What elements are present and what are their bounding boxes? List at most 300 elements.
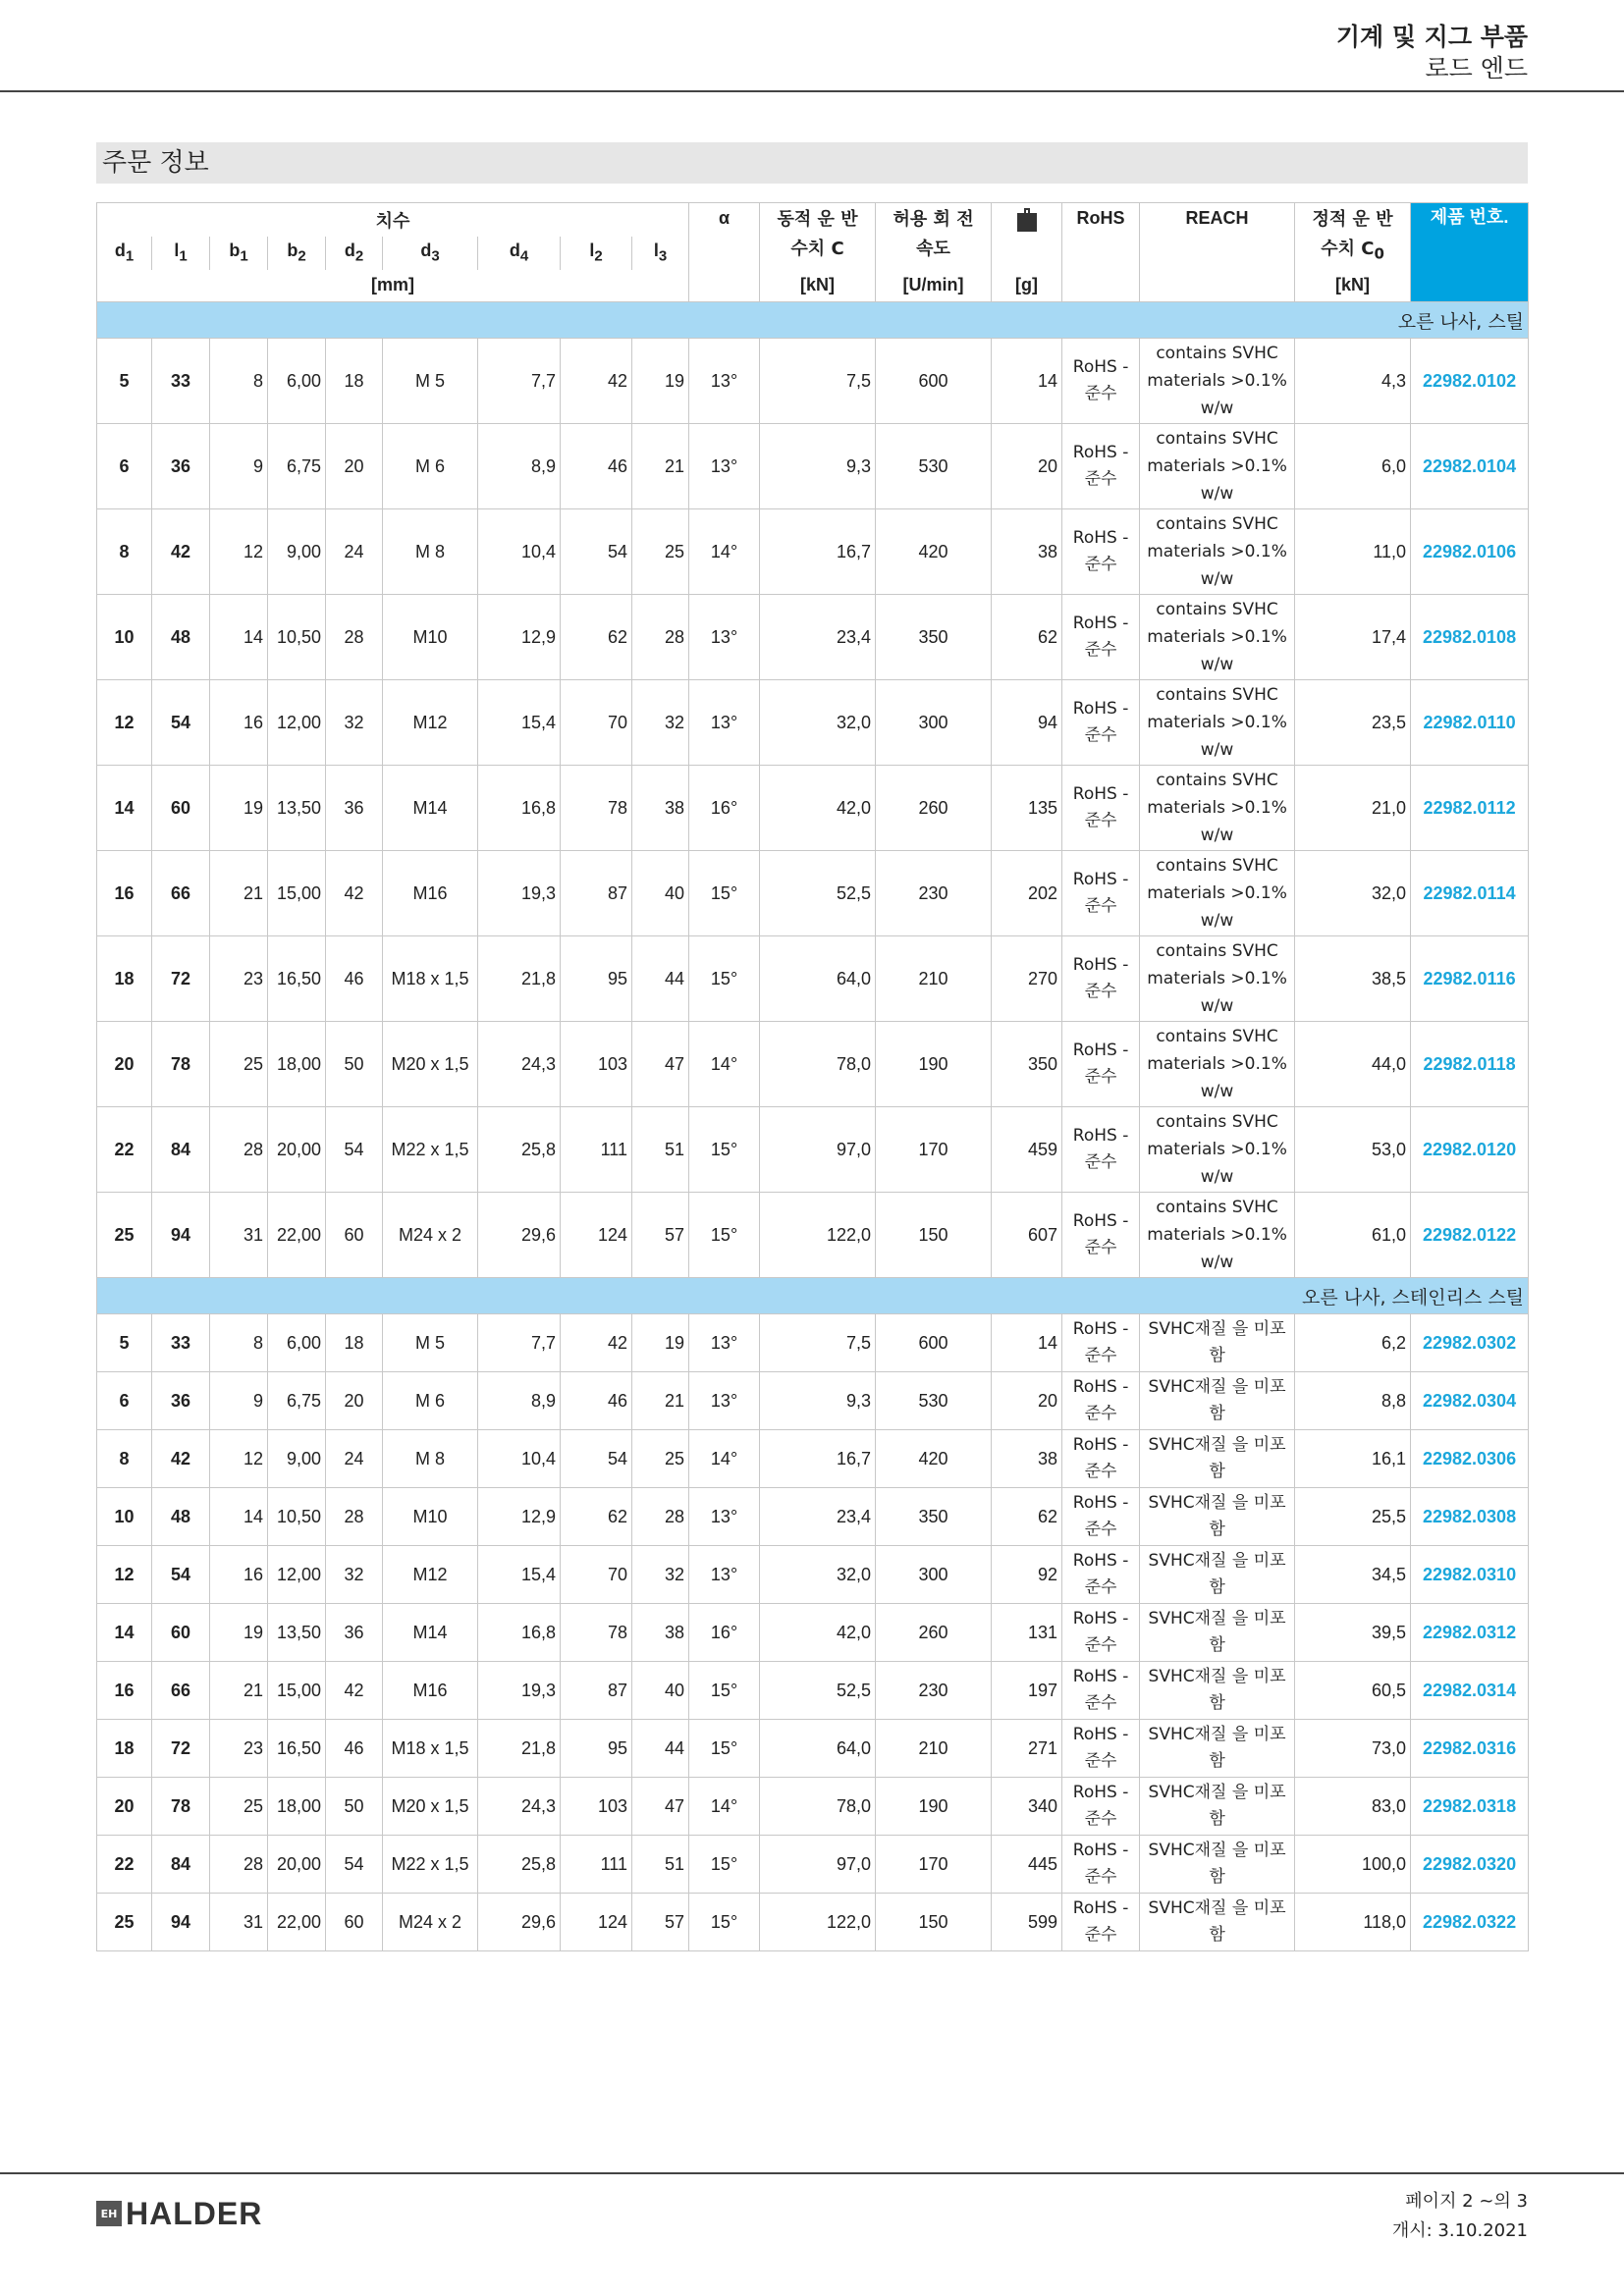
col-d1: 22 <box>97 1836 152 1894</box>
col-d4: 15,4 <box>478 680 561 766</box>
col-b1: 28 <box>210 1836 268 1894</box>
col-l1: 60 <box>152 766 210 851</box>
col-d4: 7,7 <box>478 339 561 424</box>
col-product-no[interactable]: 22982.0120 <box>1411 1107 1529 1193</box>
col-product-no[interactable]: 22982.0112 <box>1411 766 1529 851</box>
col-b1: 8 <box>210 339 268 424</box>
col-d3-label: d <box>420 240 432 261</box>
col-l1: 48 <box>152 1488 210 1546</box>
col-d3-sub: 3 <box>431 247 440 265</box>
logo-text: HALDER <box>126 2195 263 2231</box>
col-rohs: RoHS - 준수 <box>1062 1107 1140 1193</box>
col-d1: 22 <box>97 1107 152 1193</box>
col-b2: 13,50 <box>268 1604 326 1662</box>
col-reach: SVHC재질 을 미포함 <box>1140 1488 1295 1546</box>
col-d2-label: d <box>344 240 355 261</box>
col-b2: 12,00 <box>268 680 326 766</box>
col-rohs: RoHS - 준수 <box>1062 424 1140 509</box>
col-weight: 62 <box>992 595 1062 680</box>
col-d3: M12 <box>383 1546 478 1604</box>
col-product-no[interactable]: 22982.0302 <box>1411 1314 1529 1372</box>
col-b1: 9 <box>210 424 268 509</box>
col-b1: 21 <box>210 1662 268 1720</box>
col-l3: 40 <box>632 851 689 936</box>
col-alpha: 15° <box>689 1107 760 1193</box>
col-b1: 31 <box>210 1193 268 1278</box>
col-d2: 18 <box>326 339 383 424</box>
col-l1: 36 <box>152 424 210 509</box>
col-l1: 36 <box>152 1372 210 1430</box>
col-l2: 42 <box>561 339 632 424</box>
col-l3: 32 <box>632 1546 689 1604</box>
col-d1: 16 <box>97 1662 152 1720</box>
col-l1 <box>152 237 210 270</box>
col-speed: 210 <box>876 936 992 1022</box>
col-l2: 78 <box>561 766 632 851</box>
col-l3: 51 <box>632 1107 689 1193</box>
col-d3: M16 <box>383 1662 478 1720</box>
col-b2-label: b <box>287 240 298 261</box>
col-d4: 10,4 <box>478 509 561 595</box>
col-alpha: 13° <box>689 424 760 509</box>
col-d3: M16 <box>383 851 478 936</box>
col-b1: 14 <box>210 595 268 680</box>
col-l2: 103 <box>561 1778 632 1836</box>
col-rohs: RoHS - 준수 <box>1062 1836 1140 1894</box>
col-static-load: 17,4 <box>1295 595 1411 680</box>
col-product-no[interactable]: 22982.0102 <box>1411 339 1529 424</box>
col-reach: SVHC재질 을 미포함 <box>1140 1430 1295 1488</box>
col-alpha: 13° <box>689 680 760 766</box>
col-alpha: 13° <box>689 1314 760 1372</box>
col-alpha: 15° <box>689 1720 760 1778</box>
col-d2: 36 <box>326 766 383 851</box>
col-l2: 70 <box>561 1546 632 1604</box>
col-weight: 599 <box>992 1894 1062 1951</box>
col-d3: M14 <box>383 766 478 851</box>
col-product-no[interactable]: 22982.0114 <box>1411 851 1529 936</box>
col-alpha: 15° <box>689 1836 760 1894</box>
col-b2: 15,00 <box>268 851 326 936</box>
col-d1: 14 <box>97 1604 152 1662</box>
col-static-load: 6,2 <box>1295 1314 1411 1372</box>
col-static-load: 32,0 <box>1295 851 1411 936</box>
col-l2: 70 <box>561 680 632 766</box>
col-alpha: 14° <box>689 1022 760 1107</box>
col-d1: 14 <box>97 766 152 851</box>
col-d2: 42 <box>326 851 383 936</box>
col-l1-label: l <box>174 240 180 261</box>
col-rohs: RoHS - 준수 <box>1062 1778 1140 1836</box>
col-l1: 48 <box>152 595 210 680</box>
document-header <box>1336 22 1528 84</box>
col-dyn-load: 23,4 <box>760 595 876 680</box>
col-d1: 10 <box>97 1488 152 1546</box>
col-speed: 230 <box>876 851 992 936</box>
col-d3: M 5 <box>383 1314 478 1372</box>
col-l2: 124 <box>561 1193 632 1278</box>
col-product-no[interactable]: 22982.0304 <box>1411 1372 1529 1430</box>
col-l1: 84 <box>152 1107 210 1193</box>
col-product-no[interactable]: 22982.0306 <box>1411 1430 1529 1488</box>
col-dyn-load: 78,0 <box>760 1022 876 1107</box>
col-d4: 12,9 <box>478 1488 561 1546</box>
col-dyn-load: 97,0 <box>760 1107 876 1193</box>
col-static-load: 39,5 <box>1295 1604 1411 1662</box>
col-l2: 95 <box>561 1720 632 1778</box>
col-speed: 190 <box>876 1778 992 1836</box>
col-l2: 54 <box>561 509 632 595</box>
col-rohs: RoHS - 준수 <box>1062 1314 1140 1372</box>
col-d1-sub: 1 <box>125 247 135 265</box>
col-d1: 20 <box>97 1778 152 1836</box>
col-static-load: 6,0 <box>1295 424 1411 509</box>
col-l2: 62 <box>561 595 632 680</box>
table-row <box>97 1488 1529 1546</box>
col-l2-sub: 2 <box>594 247 603 265</box>
col-l3: 51 <box>632 1836 689 1894</box>
col-l3: 44 <box>632 936 689 1022</box>
col-b2: 20,00 <box>268 1836 326 1894</box>
col-b2: 22,00 <box>268 1894 326 1951</box>
col-l3: 19 <box>632 339 689 424</box>
col-d3: M20 x 1,5 <box>383 1778 478 1836</box>
col-d3: M10 <box>383 595 478 680</box>
page-number: 페이지 2 ~의 3 <box>1405 2191 1528 2212</box>
col-speed: 170 <box>876 1836 992 1894</box>
col-l2 <box>561 237 632 270</box>
col-l3: 47 <box>632 1778 689 1836</box>
col-b2: 6,75 <box>268 424 326 509</box>
col-weight: 20 <box>992 1372 1062 1430</box>
col-dyn-load: 16,7 <box>760 1430 876 1488</box>
col-reach: SVHC재질 을 미포함 <box>1140 1836 1295 1894</box>
col-speed: 530 <box>876 1372 992 1430</box>
col-d4: 29,6 <box>478 1193 561 1278</box>
col-product-no[interactable]: 22982.0108 <box>1411 595 1529 680</box>
col-product-no[interactable]: 22982.0106 <box>1411 509 1529 595</box>
table-row <box>97 1836 1529 1894</box>
logo-mark: EH <box>96 2201 122 2226</box>
col-l2: 54 <box>561 1430 632 1488</box>
col-l1: 84 <box>152 1836 210 1894</box>
table-row <box>97 1778 1529 1836</box>
col-b2: 6,75 <box>268 1372 326 1430</box>
col-d2: 28 <box>326 595 383 680</box>
col-static-load: 118,0 <box>1295 1894 1411 1951</box>
col-d2: 42 <box>326 1662 383 1720</box>
dyn-load-header: 동적 운 반 수치 C <box>760 203 876 270</box>
product-no-header: 제품 번호. <box>1411 203 1529 302</box>
table-row <box>97 1546 1529 1604</box>
col-weight: 197 <box>992 1662 1062 1720</box>
col-alpha: 16° <box>689 766 760 851</box>
col-reach: SVHC재질 을 미포함 <box>1140 1372 1295 1430</box>
col-rohs: RoHS - 준수 <box>1062 1720 1140 1778</box>
col-product-no[interactable]: 22982.0118 <box>1411 1022 1529 1107</box>
col-dyn-load: 23,4 <box>760 1488 876 1546</box>
col-alpha: 14° <box>689 1430 760 1488</box>
col-b2: 10,50 <box>268 1488 326 1546</box>
col-d3: M24 x 2 <box>383 1193 478 1278</box>
col-l2: 87 <box>561 1662 632 1720</box>
col-d1: 18 <box>97 936 152 1022</box>
col-b1: 9 <box>210 1372 268 1430</box>
col-l2: 42 <box>561 1314 632 1372</box>
col-l2: 46 <box>561 1372 632 1430</box>
col-l2: 103 <box>561 1022 632 1107</box>
col-d2: 32 <box>326 1546 383 1604</box>
col-d2: 32 <box>326 680 383 766</box>
col-static-load: 11,0 <box>1295 509 1411 595</box>
col-rohs: RoHS - 준수 <box>1062 509 1140 595</box>
table-row <box>97 1372 1529 1430</box>
col-d3: M18 x 1,5 <box>383 1720 478 1778</box>
col-alpha: 15° <box>689 1894 760 1951</box>
col-static-load: 44,0 <box>1295 1022 1411 1107</box>
table-row <box>97 339 1529 424</box>
col-d4: 19,3 <box>478 851 561 936</box>
col-l3: 25 <box>632 509 689 595</box>
col-product-no[interactable]: 22982.0314 <box>1411 1662 1529 1720</box>
col-l3: 44 <box>632 1720 689 1778</box>
col-d3: M 8 <box>383 509 478 595</box>
col-reach: contains SVHC materials >0.1% w/w <box>1140 1107 1295 1193</box>
table-row <box>97 1314 1529 1372</box>
col-b1: 28 <box>210 1107 268 1193</box>
col-d3: M18 x 1,5 <box>383 936 478 1022</box>
col-l1-sub: 1 <box>179 247 188 265</box>
col-weight: 92 <box>992 1546 1062 1604</box>
col-static-load: 73,0 <box>1295 1720 1411 1778</box>
col-reach: contains SVHC materials >0.1% w/w <box>1140 936 1295 1022</box>
col-product-no[interactable]: 22982.0104 <box>1411 424 1529 509</box>
col-reach: SVHC재질 을 미포함 <box>1140 1662 1295 1720</box>
col-speed: 260 <box>876 1604 992 1662</box>
col-speed: 420 <box>876 1430 992 1488</box>
col-d2: 28 <box>326 1488 383 1546</box>
col-product-no[interactable]: 22982.0122 <box>1411 1193 1529 1278</box>
col-d4: 8,9 <box>478 1372 561 1430</box>
col-dyn-load: 52,5 <box>760 1662 876 1720</box>
reach-header: REACH <box>1140 203 1295 302</box>
col-reach: contains SVHC materials >0.1% w/w <box>1140 851 1295 936</box>
col-d3: M20 x 1,5 <box>383 1022 478 1107</box>
col-l3-sub: 3 <box>658 247 668 265</box>
col-b2: 9,00 <box>268 509 326 595</box>
col-product-no[interactable]: 22982.0308 <box>1411 1488 1529 1546</box>
col-dyn-load: 52,5 <box>760 851 876 936</box>
col-d4: 12,9 <box>478 595 561 680</box>
col-reach: SVHC재질 을 미포함 <box>1140 1778 1295 1836</box>
col-weight: 340 <box>992 1778 1062 1836</box>
table-row <box>97 1107 1529 1193</box>
table-row <box>97 424 1529 509</box>
col-reach: contains SVHC materials >0.1% w/w <box>1140 1193 1295 1278</box>
col-alpha: 13° <box>689 1546 760 1604</box>
col-d3: M 6 <box>383 1372 478 1430</box>
col-rohs: RoHS - 준수 <box>1062 1604 1140 1662</box>
col-d1: 12 <box>97 680 152 766</box>
col-l2: 111 <box>561 1107 632 1193</box>
col-dyn-load: 64,0 <box>760 936 876 1022</box>
col-b1: 14 <box>210 1488 268 1546</box>
col-l3: 32 <box>632 680 689 766</box>
col-weight: 350 <box>992 1022 1062 1107</box>
col-weight: 202 <box>992 851 1062 936</box>
col-dyn-load: 42,0 <box>760 766 876 851</box>
col-l1: 54 <box>152 680 210 766</box>
col-rohs: RoHS - 준수 <box>1062 1022 1140 1107</box>
table-row <box>97 1662 1529 1720</box>
col-weight: 14 <box>992 1314 1062 1372</box>
col-weight: 607 <box>992 1193 1062 1278</box>
col-d1: 10 <box>97 595 152 680</box>
col-l2: 87 <box>561 851 632 936</box>
col-dyn-load: 9,3 <box>760 1372 876 1430</box>
col-reach: SVHC재질 을 미포함 <box>1140 1720 1295 1778</box>
col-d3: M14 <box>383 1604 478 1662</box>
dyn-load-unit: [kN] <box>760 270 876 302</box>
group-row <box>97 1278 1529 1314</box>
col-d4: 21,8 <box>478 1720 561 1778</box>
col-d4: 21,8 <box>478 936 561 1022</box>
static-load-unit: [kN] <box>1295 270 1411 302</box>
col-b1-label: b <box>229 240 241 261</box>
static-load-header <box>1295 203 1411 270</box>
col-product-no[interactable]: 22982.0116 <box>1411 936 1529 1022</box>
col-d2: 36 <box>326 1604 383 1662</box>
col-alpha: 15° <box>689 1193 760 1278</box>
col-speed: 150 <box>876 1894 992 1951</box>
col-b2: 13,50 <box>268 766 326 851</box>
col-d2: 60 <box>326 1894 383 1951</box>
col-rohs: RoHS - 준수 <box>1062 1662 1140 1720</box>
col-d4: 10,4 <box>478 1430 561 1488</box>
col-l3: 28 <box>632 1488 689 1546</box>
col-alpha: 13° <box>689 339 760 424</box>
col-b2: 10,50 <box>268 595 326 680</box>
col-product-no[interactable]: 22982.0320 <box>1411 1836 1529 1894</box>
col-b1: 23 <box>210 936 268 1022</box>
table-row <box>97 1604 1529 1662</box>
col-reach: contains SVHC materials >0.1% w/w <box>1140 509 1295 595</box>
col-alpha: 13° <box>689 595 760 680</box>
col-l3: 47 <box>632 1022 689 1107</box>
speed-unit: [U/min] <box>876 270 992 302</box>
col-weight: 94 <box>992 680 1062 766</box>
speed-header: 허용 회 전 속도 <box>876 203 992 270</box>
col-static-load: 61,0 <box>1295 1193 1411 1278</box>
col-rohs: RoHS - 준수 <box>1062 1193 1140 1278</box>
col-d1: 20 <box>97 1022 152 1107</box>
col-l1: 78 <box>152 1778 210 1836</box>
table-row <box>97 509 1529 595</box>
col-reach: contains SVHC materials >0.1% w/w <box>1140 424 1295 509</box>
col-reach: SVHC재질 을 미포함 <box>1140 1894 1295 1951</box>
col-rohs: RoHS - 준수 <box>1062 1894 1140 1951</box>
col-product-no[interactable]: 22982.0318 <box>1411 1778 1529 1836</box>
table-row <box>97 1430 1529 1488</box>
col-d3: M 5 <box>383 339 478 424</box>
col-alpha: 14° <box>689 1778 760 1836</box>
col-rohs: RoHS - 준수 <box>1062 1372 1140 1430</box>
col-product-no[interactable]: 22982.0310 <box>1411 1546 1529 1604</box>
col-dyn-load: 32,0 <box>760 680 876 766</box>
col-l2: 78 <box>561 1604 632 1662</box>
col-d4: 24,3 <box>478 1022 561 1107</box>
col-l3: 21 <box>632 1372 689 1430</box>
col-l2-label: l <box>589 240 595 261</box>
col-b1: 12 <box>210 509 268 595</box>
col-static-load: 100,0 <box>1295 1836 1411 1894</box>
col-static-load: 60,5 <box>1295 1662 1411 1720</box>
col-speed: 300 <box>876 1546 992 1604</box>
header-title: 기계 및 지그 부품 <box>1335 23 1528 51</box>
col-static-load: 34,5 <box>1295 1546 1411 1604</box>
col-l2: 95 <box>561 936 632 1022</box>
col-rohs: RoHS - 준수 <box>1062 766 1140 851</box>
static-load-sub: 0 <box>1374 244 1384 263</box>
col-b1: 25 <box>210 1778 268 1836</box>
col-b1: 16 <box>210 1546 268 1604</box>
col-dyn-load: 122,0 <box>760 1193 876 1278</box>
col-weight: 135 <box>992 766 1062 851</box>
col-alpha: 13° <box>689 1372 760 1430</box>
col-d2: 54 <box>326 1836 383 1894</box>
col-speed: 350 <box>876 1488 992 1546</box>
table-row <box>97 1193 1529 1278</box>
col-rohs: RoHS - 준수 <box>1062 595 1140 680</box>
col-l1: 72 <box>152 936 210 1022</box>
col-l1: 42 <box>152 509 210 595</box>
col-speed: 530 <box>876 424 992 509</box>
col-l3: 38 <box>632 766 689 851</box>
col-l1: 33 <box>152 339 210 424</box>
col-product-no[interactable]: 22982.0316 <box>1411 1720 1529 1778</box>
col-reach: contains SVHC materials >0.1% w/w <box>1140 766 1295 851</box>
col-speed: 350 <box>876 595 992 680</box>
footer-info <box>1392 2187 1528 2246</box>
col-d2: 18 <box>326 1314 383 1372</box>
col-dyn-load: 7,5 <box>760 1314 876 1372</box>
col-dyn-load: 7,5 <box>760 339 876 424</box>
col-b2: 22,00 <box>268 1193 326 1278</box>
col-b1: 19 <box>210 766 268 851</box>
col-d2: 50 <box>326 1022 383 1107</box>
col-rohs: RoHS - 준수 <box>1062 851 1140 936</box>
col-b1: 16 <box>210 680 268 766</box>
col-product-no[interactable]: 22982.0322 <box>1411 1894 1529 1951</box>
col-l1: 60 <box>152 1604 210 1662</box>
col-speed: 210 <box>876 1720 992 1778</box>
col-d2: 20 <box>326 1372 383 1430</box>
table-row <box>97 595 1529 680</box>
col-d1: 6 <box>97 424 152 509</box>
col-d4: 29,6 <box>478 1894 561 1951</box>
col-product-no[interactable]: 22982.0312 <box>1411 1604 1529 1662</box>
col-d4: 7,7 <box>478 1314 561 1372</box>
col-d2: 24 <box>326 1430 383 1488</box>
col-l3: 57 <box>632 1193 689 1278</box>
col-dyn-load: 97,0 <box>760 1836 876 1894</box>
col-product-no[interactable]: 22982.0110 <box>1411 680 1529 766</box>
group-row <box>97 302 1529 339</box>
col-weight: 445 <box>992 1836 1062 1894</box>
col-b1-sub: 1 <box>240 247 248 265</box>
table-row <box>97 1022 1529 1107</box>
col-b2: 18,00 <box>268 1022 326 1107</box>
